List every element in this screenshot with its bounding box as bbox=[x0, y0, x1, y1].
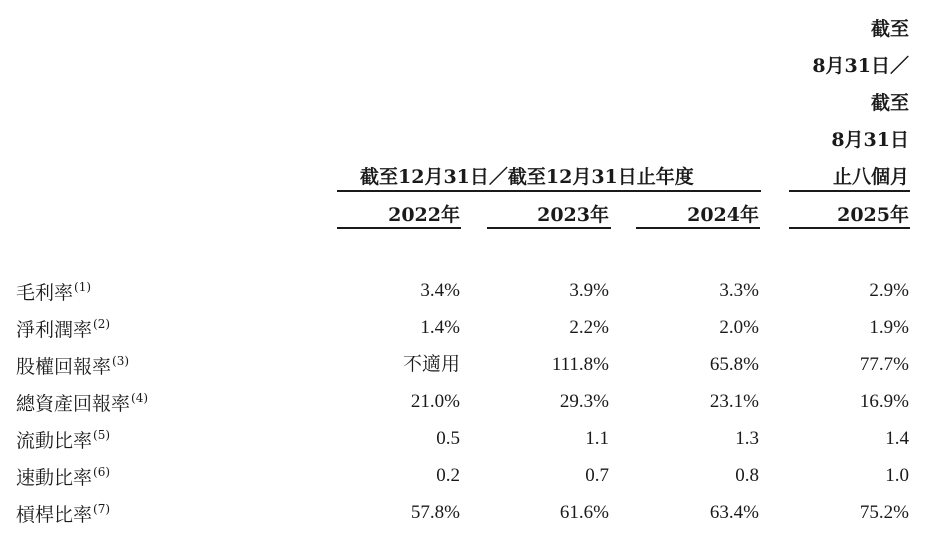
header-right-line-3: 截至 bbox=[870, 92, 909, 114]
cell-2023: 61.6% bbox=[559, 502, 609, 523]
cell-2025: 16.9% bbox=[859, 391, 909, 412]
cell-2022: 3.4% bbox=[420, 280, 460, 301]
cell-2022: 21.0% bbox=[410, 391, 460, 412]
row-label: 股權回報率$^{(3)}$ bbox=[16, 354, 130, 378]
cell-2022: 不適用 bbox=[402, 354, 460, 375]
cell-2025: 1.4 bbox=[885, 428, 909, 449]
cell-2022: 0.2 bbox=[436, 465, 460, 486]
cell-2023: 3.9% bbox=[569, 280, 609, 301]
cell-2024: 63.4% bbox=[709, 502, 759, 523]
table-row bbox=[0, 466, 925, 504]
cell-2025: 1.0 bbox=[885, 465, 909, 486]
table-row bbox=[0, 318, 925, 356]
year-underline-2025 bbox=[789, 227, 910, 229]
header-right-line-5: 止八個月 bbox=[832, 166, 909, 188]
cell-2024: 65.8% bbox=[709, 354, 759, 375]
cell-2023: 1.1 bbox=[585, 428, 609, 449]
cell-2023: 29.3% bbox=[559, 391, 609, 412]
year-underline-2022 bbox=[337, 227, 461, 229]
cell-2022: 57.8% bbox=[410, 502, 460, 523]
year-header-2022: 2022年 bbox=[388, 204, 460, 226]
row-label: 淨利潤率$^{(2)}$ bbox=[16, 317, 111, 341]
header-group-label: 截至12月31日／截至12月31日止年度 bbox=[360, 166, 694, 188]
table-row bbox=[0, 503, 925, 541]
cell-2022: 1.4% bbox=[420, 317, 460, 338]
table-row bbox=[0, 392, 925, 430]
row-label: 速動比率$^{(6)}$ bbox=[16, 465, 111, 489]
cell-2025: 77.7% bbox=[859, 354, 909, 375]
cell-2024: 1.3 bbox=[735, 428, 759, 449]
year-underline-2024 bbox=[636, 227, 760, 229]
cell-2022: 0.5 bbox=[436, 428, 460, 449]
header-right-line-1: 截至 bbox=[870, 18, 909, 40]
table-row bbox=[0, 429, 925, 467]
header-right-line-4: 8月31日 bbox=[831, 129, 909, 151]
year-underline-2023 bbox=[487, 227, 611, 229]
row-label: 流動比率$^{(5)}$ bbox=[16, 428, 111, 452]
header-right-underline bbox=[789, 190, 910, 192]
year-header-2023: 2023年 bbox=[537, 204, 609, 226]
cell-2023: 0.7 bbox=[585, 465, 609, 486]
cell-2025: 75.2% bbox=[859, 502, 909, 523]
year-header-2024: 2024年 bbox=[687, 204, 759, 226]
row-label: 槓桿比率$^{(7)}$ bbox=[16, 502, 111, 526]
row-label: 毛利率$^{(1)}$ bbox=[16, 280, 92, 304]
cell-2023: 2.2% bbox=[569, 317, 609, 338]
cell-2024: 3.3% bbox=[719, 280, 759, 301]
row-label: 總資產回報率$^{(4)}$ bbox=[16, 391, 149, 415]
cell-2024: 2.0% bbox=[719, 317, 759, 338]
year-header-2025: 2025年 bbox=[837, 204, 909, 226]
cell-2025: 2.9% bbox=[869, 280, 909, 301]
table-row bbox=[0, 355, 925, 393]
cell-2025: 1.9% bbox=[869, 317, 909, 338]
cell-2024: 23.1% bbox=[709, 391, 759, 412]
cell-2023: 111.8% bbox=[551, 354, 609, 375]
table-row bbox=[0, 281, 925, 319]
cell-2024: 0.8 bbox=[735, 465, 759, 486]
header-right-line-2: 8月31日／ bbox=[812, 55, 909, 77]
header-group-underline bbox=[337, 190, 761, 192]
